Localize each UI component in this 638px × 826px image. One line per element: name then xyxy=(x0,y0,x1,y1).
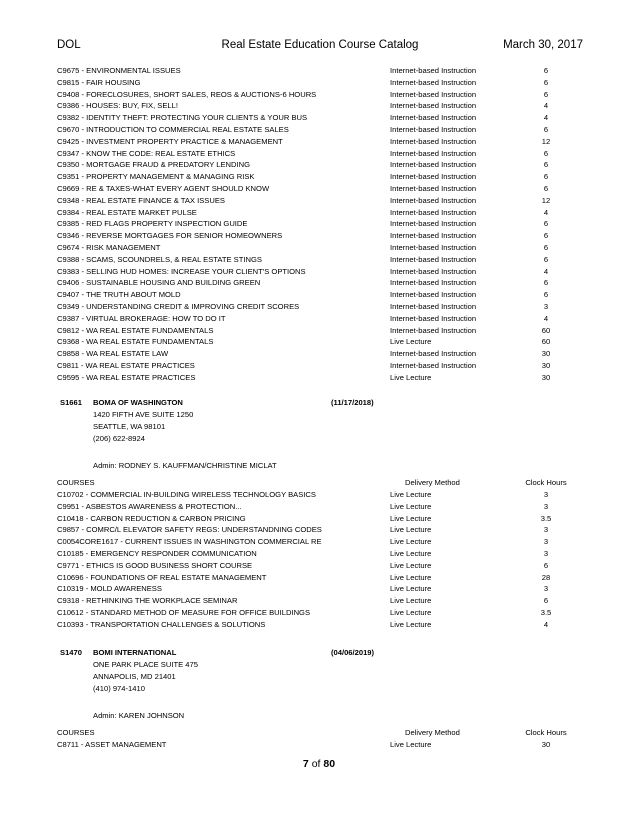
column-delivery-method: Delivery Method xyxy=(405,728,460,737)
clock-hours: 30 xyxy=(541,740,551,749)
course-row xyxy=(57,65,583,77)
clock-hours: 6 xyxy=(543,231,549,241)
course-title: C9385 - RED FLAGS PROPERTY INSPECTION GUIDE xyxy=(57,219,248,229)
delivery-method: Internet-based Instruction xyxy=(390,66,477,75)
course-title: C10612 - STANDARD METHOD OF MEASURE FOR OFFICE BUILDINGS xyxy=(57,607,311,617)
course-row xyxy=(57,313,583,325)
course-title: C9771 - ETHICS IS GOOD BUSINESS SHORT COURSE xyxy=(57,560,253,570)
header-agency: DOL xyxy=(57,39,81,51)
sponsor-expiration-date: (04/06/2019) xyxy=(331,648,375,657)
clock-hours: 6 xyxy=(543,254,549,264)
clock-hours: 3 xyxy=(543,537,549,547)
course-row xyxy=(57,100,583,112)
clock-hours: 3 xyxy=(543,490,549,499)
clock-hours: 3 xyxy=(543,525,549,535)
course-list-s1470 xyxy=(57,739,583,751)
clock-hours: 3.5 xyxy=(540,607,552,617)
course-row xyxy=(57,607,583,619)
clock-hours: 3.5 xyxy=(540,513,552,523)
delivery-method: Internet-based Instruction xyxy=(390,266,477,276)
sponsor-phone: (410) 974-1410 xyxy=(93,684,145,693)
delivery-method: Internet-based Instruction xyxy=(390,101,477,111)
page-of-label: of xyxy=(311,758,321,770)
clock-hours: 6 xyxy=(543,290,549,300)
current-page-number: 7 xyxy=(302,758,309,770)
total-pages: 80 xyxy=(323,758,336,770)
delivery-method: Live Lecture xyxy=(390,572,432,582)
course-title: C9812 - WA REAL ESTATE FUNDAMENTALS xyxy=(57,325,214,335)
sponsor-address-line2: SEATTLE, WA 98101 xyxy=(93,422,166,431)
delivery-method: Internet-based Instruction xyxy=(390,349,477,359)
delivery-method: Internet-based Instruction xyxy=(390,231,477,241)
delivery-method: Live Lecture xyxy=(390,607,432,617)
course-title: C9815 - FAIR HOUSING xyxy=(57,77,141,87)
course-row xyxy=(57,242,583,254)
column-courses: COURSES xyxy=(57,728,95,737)
page-header xyxy=(57,39,583,55)
column-delivery-method: Delivery Method xyxy=(405,478,460,487)
course-title: C8711 - ASSET MANAGEMENT xyxy=(57,740,167,749)
sponsor-id: S1470 xyxy=(60,648,82,657)
delivery-method: Live Lecture xyxy=(390,490,432,499)
delivery-method: Live Lecture xyxy=(390,337,432,347)
course-title: C9382 - IDENTITY THEFT: PROTECTING YOUR CLIENTS & YOUR BUS xyxy=(57,113,308,123)
clock-hours: 4 xyxy=(543,207,549,217)
course-title: C9383 - SELLING HUD HOMES: INCREASE YOUR CLIENT'S OPTIONS xyxy=(57,266,306,276)
clock-hours: 12 xyxy=(541,195,551,205)
course-row xyxy=(57,739,583,751)
clock-hours: 4 xyxy=(543,266,549,276)
delivery-method: Internet-based Instruction xyxy=(390,89,477,99)
delivery-method: Live Lecture xyxy=(390,548,432,558)
clock-hours: 6 xyxy=(543,66,549,75)
course-row xyxy=(57,548,583,560)
delivery-method: Internet-based Instruction xyxy=(390,219,477,229)
clock-hours: 6 xyxy=(543,124,549,134)
delivery-method: Live Lecture xyxy=(390,501,432,511)
course-title: C9670 - INTRODUCTION TO COMMERCIAL REAL ESTATE SALES xyxy=(57,124,289,134)
column-clock-hours: Clock Hours xyxy=(525,478,567,487)
column-header-row xyxy=(57,727,583,739)
delivery-method: Internet-based Instruction xyxy=(390,301,477,311)
course-row xyxy=(57,89,583,101)
clock-hours: 60 xyxy=(541,325,551,335)
course-title: C9406 - SUSTAINABLE HOUSING AND BUILDING GREEN xyxy=(57,278,261,288)
course-title: C0054CORE1617 - CURRENT ISSUES IN WASHINGTON COMMERCIAL RE xyxy=(57,537,322,547)
course-row xyxy=(57,195,583,207)
course-row xyxy=(57,348,583,360)
sponsor-admin: Admin: KAREN JOHNSON xyxy=(93,711,185,720)
delivery-method: Internet-based Instruction xyxy=(390,77,477,87)
course-row xyxy=(57,360,583,372)
course-row xyxy=(57,230,583,242)
delivery-method: Live Lecture xyxy=(390,513,432,523)
clock-hours: 30 xyxy=(541,349,551,359)
column-clock-hours: Clock Hours xyxy=(525,728,567,737)
course-row xyxy=(57,572,583,584)
course-list-top xyxy=(57,65,583,384)
clock-hours: 12 xyxy=(541,136,551,146)
course-row xyxy=(57,501,583,513)
course-title: C9811 - WA REAL ESTATE PRACTICES xyxy=(57,360,195,370)
clock-hours: 6 xyxy=(543,560,549,570)
clock-hours: 3 xyxy=(543,501,549,511)
course-title: C9386 - HOUSES: BUY, FIX, SELL! xyxy=(57,101,178,111)
course-row xyxy=(57,207,583,219)
course-row xyxy=(57,595,583,607)
course-row xyxy=(57,112,583,124)
delivery-method: Internet-based Instruction xyxy=(390,278,477,288)
course-title: C9407 - THE TRUTH ABOUT MOLD xyxy=(57,290,181,300)
delivery-method: Internet-based Instruction xyxy=(390,313,477,323)
sponsor-name: BOMA OF WASHINGTON xyxy=(93,398,183,407)
course-title: C10418 - CARBON REDUCTION & CARBON PRICING xyxy=(57,513,246,523)
course-row xyxy=(57,524,583,536)
clock-hours: 6 xyxy=(543,160,549,170)
course-row xyxy=(57,277,583,289)
sponsor-address-line1: ONE PARK PLACE SUITE 475 xyxy=(93,660,198,669)
course-row xyxy=(57,183,583,195)
course-title: C10696 - FOUNDATIONS OF REAL ESTATE MANAGEMENT xyxy=(57,572,267,582)
course-title: C10702 - COMMERCIAL IN-BUILDING WIRELESS TECHNOLOGY BASICS xyxy=(57,490,316,499)
delivery-method: Internet-based Instruction xyxy=(390,360,477,370)
delivery-method: Internet-based Instruction xyxy=(390,148,477,158)
course-row xyxy=(57,489,583,501)
course-row xyxy=(57,560,583,572)
course-title: C10185 - EMERGENCY RESPONDER COMMUNICATION xyxy=(57,548,257,558)
delivery-method: Internet-based Instruction xyxy=(390,183,477,193)
course-title: C10393 - TRANSPORTATION CHALLENGES & SOLUTIONS xyxy=(57,619,266,629)
course-title: C9425 - INVESTMENT PROPERTY PRACTICE & MANAGEMENT xyxy=(57,136,283,146)
course-title: C9669 - RE & TAXES-WHAT EVERY AGENT SHOULD KNOW xyxy=(57,183,270,193)
clock-hours: 60 xyxy=(541,337,551,347)
delivery-method: Live Lecture xyxy=(390,537,432,547)
course-title: C9348 - REAL ESTATE FINANCE & TAX ISSUES xyxy=(57,195,225,205)
clock-hours: 30 xyxy=(541,372,551,382)
clock-hours: 3 xyxy=(543,301,549,311)
delivery-method: Live Lecture xyxy=(390,740,432,749)
course-row xyxy=(57,218,583,230)
course-title: C9384 - REAL ESTATE MARKET PULSE xyxy=(57,207,197,217)
course-row xyxy=(57,536,583,548)
course-title: C9387 - VIRTUAL BROKERAGE: HOW TO DO IT xyxy=(57,313,226,323)
course-title: C9675 - ENVIRONMENTAL ISSUES xyxy=(57,66,181,75)
course-row xyxy=(57,619,583,631)
course-row xyxy=(57,77,583,89)
course-row xyxy=(57,136,583,148)
delivery-method: Internet-based Instruction xyxy=(390,290,477,300)
header-title: Real Estate Education Course Catalog xyxy=(221,39,419,51)
course-title: C10319 - MOLD AWARENESS xyxy=(57,584,162,594)
course-title: C9857 - COMRC/L ELEVATOR SAFETY REGS: UNDERSTANDNING CODES xyxy=(57,525,322,535)
course-title: C9318 - RETHINKING THE WORKPLACE SEMINAR xyxy=(57,596,238,606)
column-courses: COURSES xyxy=(57,478,95,487)
course-row xyxy=(57,583,583,595)
course-title: C9368 - WA REAL ESTATE FUNDAMENTALS xyxy=(57,337,214,347)
clock-hours: 30 xyxy=(541,360,551,370)
clock-hours: 4 xyxy=(543,113,549,123)
delivery-method: Live Lecture xyxy=(390,560,432,570)
course-row xyxy=(57,289,583,301)
clock-hours: 4 xyxy=(543,619,549,629)
clock-hours: 6 xyxy=(543,148,549,158)
clock-hours: 6 xyxy=(543,89,549,99)
clock-hours: 6 xyxy=(543,278,549,288)
delivery-method: Internet-based Instruction xyxy=(390,254,477,264)
clock-hours: 6 xyxy=(543,596,549,606)
sponsor-admin: Admin: RODNEY S. KAUFFMAN/CHRISTINE MICLAT xyxy=(93,461,277,470)
sponsor-id: S1661 xyxy=(60,398,82,407)
delivery-method: Live Lecture xyxy=(390,584,432,594)
course-title: C9674 - RISK MANAGEMENT xyxy=(57,242,161,252)
clock-hours: 6 xyxy=(543,219,549,229)
clock-hours: 4 xyxy=(543,313,549,323)
sponsor-phone: (206) 622-8924 xyxy=(93,434,145,443)
course-title: C9408 - FORECLOSURES, SHORT SALES, REOS & AUCTIONS-6 HOURS xyxy=(57,89,317,99)
clock-hours: 4 xyxy=(543,101,549,111)
page-footer xyxy=(0,758,638,770)
delivery-method: Internet-based Instruction xyxy=(390,124,477,134)
clock-hours: 6 xyxy=(543,77,549,87)
course-row xyxy=(57,372,583,384)
header-date: March 30, 2017 xyxy=(503,39,583,51)
delivery-method: Internet-based Instruction xyxy=(390,207,477,217)
course-title: C9349 - UNDERSTANDING CREDIT & IMPROVING CREDIT SCORES xyxy=(57,301,300,311)
clock-hours: 3 xyxy=(543,548,549,558)
course-row xyxy=(57,301,583,313)
sponsor-expiration-date: (11/17/2018) xyxy=(331,398,374,407)
course-row xyxy=(57,254,583,266)
delivery-method: Internet-based Instruction xyxy=(390,160,477,170)
clock-hours: 3 xyxy=(543,584,549,594)
course-row xyxy=(57,159,583,171)
course-table-header-1 xyxy=(57,477,583,489)
course-title: C9346 - REVERSE MORTGAGES FOR SENIOR HOMEOWNERS xyxy=(57,231,283,241)
course-title: C9347 - KNOW THE CODE: REAL ESTATE ETHICS xyxy=(57,148,236,158)
sponsor-address-line1: 1420 FIFTH AVE SUITE 1250 xyxy=(93,410,194,419)
course-title: C9858 - WA REAL ESTATE LAW xyxy=(57,349,169,359)
delivery-method: Internet-based Instruction xyxy=(390,113,477,123)
clock-hours: 6 xyxy=(543,183,549,193)
course-row xyxy=(57,266,583,278)
course-row xyxy=(57,513,583,525)
delivery-method: Internet-based Instruction xyxy=(390,195,477,205)
course-title: C9595 - WA REAL ESTATE PRACTICES xyxy=(57,372,196,382)
clock-hours: 6 xyxy=(543,172,549,182)
course-title: C9388 - SCAMS, SCOUNDRELS, & REAL ESTATE STINGS xyxy=(57,254,262,264)
course-row xyxy=(57,171,583,183)
clock-hours: 6 xyxy=(543,242,549,252)
delivery-method: Internet-based Instruction xyxy=(390,172,477,182)
delivery-method: Internet-based Instruction xyxy=(390,242,477,252)
course-table-header-2 xyxy=(57,727,583,739)
course-row xyxy=(57,148,583,160)
delivery-method: Internet-based Instruction xyxy=(390,136,477,146)
course-title: C9351 - PROPERTY MANAGEMENT & MANAGING RISK xyxy=(57,172,255,182)
course-title: C9350 - MORTGAGE FRAUD & PREDATORY LENDING xyxy=(57,160,250,170)
course-row xyxy=(57,336,583,348)
delivery-method: Live Lecture xyxy=(390,525,432,535)
delivery-method: Internet-based Instruction xyxy=(390,325,477,335)
delivery-method: Live Lecture xyxy=(390,372,432,382)
course-list-s1661 xyxy=(57,489,583,631)
sponsor-address-line2: ANNAPOLIS, MD 21401 xyxy=(93,672,176,681)
course-row xyxy=(57,124,583,136)
clock-hours: 28 xyxy=(541,572,551,582)
column-header-row xyxy=(57,477,583,489)
sponsor-name: BOMI INTERNATIONAL xyxy=(93,648,177,657)
delivery-method: Live Lecture xyxy=(390,619,432,629)
course-title: C9951 - ASBESTOS AWARENESS & PROTECTION... xyxy=(57,501,242,511)
delivery-method: Live Lecture xyxy=(390,596,432,606)
course-row xyxy=(57,325,583,337)
